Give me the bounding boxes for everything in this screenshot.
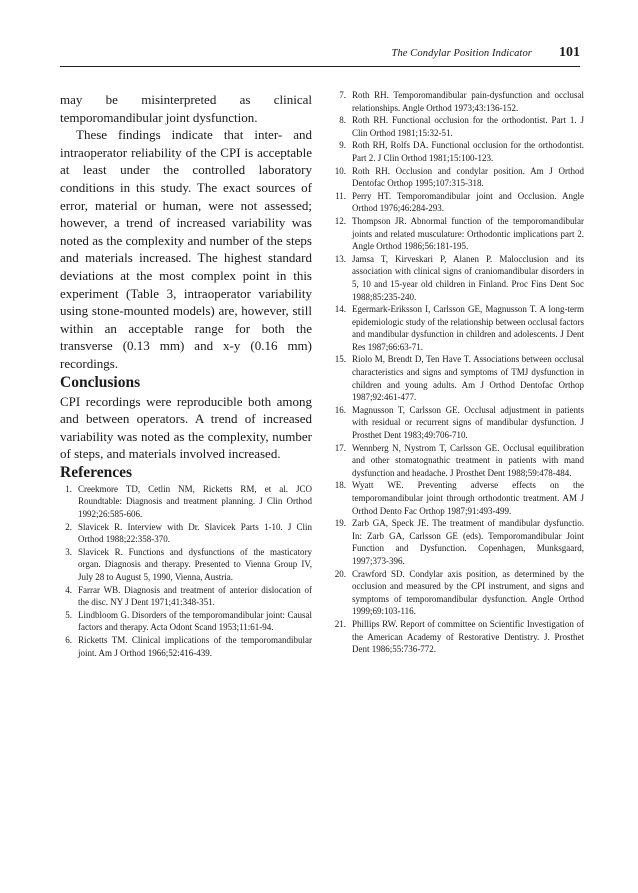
reference-number: 17. xyxy=(334,442,346,453)
body-paragraph: These findings indicate that inter- and intraoperator reliability of the CPI is acceptable at least under the controlled laboratory conditions in this study. The exact sources of error, material or human, were not assessed; however, a trend of increased variability was noted as the complexity and number of the steps and materials increased. The highest standard deviations at the most complex point in this experiment (Table 3, intraoperator variability using stone-mounted models) are, however, still within an acceptable range for both the transverse (0.13 mm) and x-y (0.16 mm) recordings. xyxy=(60,127,312,371)
reference-text: Farrar WB. Diagnosis and treatment of anterior dislocation of the disc. NY J Dent 1971;41:348-351. xyxy=(78,584,312,608)
reference-text: Ricketts TM. Clinical implications of the temporomandibular joint. Am J Orthod 1966;52:416-439. xyxy=(78,635,312,658)
reference-number: 16. xyxy=(334,404,346,415)
reference-number: 21. xyxy=(334,618,346,629)
references-heading: References xyxy=(60,463,133,481)
reference-item xyxy=(330,479,584,517)
reference-text: Phillips RW. Report of committee on Scientific Investigation of the American Academy of Restorative Dentistry. J. Prosthet Dent 1986;55:736-772. xyxy=(352,618,584,655)
reference-text: Riolo M, Brendt D, Ten Have T. Associations between occlusal characteristics and signs and symptoms of TMJ dysfunction in children and young adults. Am J Orthod Dentofac Orthop 1987;92:461-477. xyxy=(352,354,584,403)
reference-number: 9. xyxy=(339,140,346,151)
reference-text: Slavicek R. Interview with Dr. Slavicek Parts 1-10. J Clin Orthod 1988;22:358-370. xyxy=(78,521,312,545)
references-list-right xyxy=(330,89,584,656)
reference-number: 5. xyxy=(65,609,72,620)
reference-text: Jamsa T, Kirveskari P, Alanen P. Malocclusion and its association with clinical signs of craniomandibular disorders in 5, 10 and 15-year old children in Finland. Proc Fins Dent Soc 1988;85:235-240. xyxy=(352,253,584,302)
reference-number: 3. xyxy=(65,546,72,557)
reference-text: Roth RH. Occlusion and condylar position. Am J Orthod Dentofac Orthop 1995;107:315-318. xyxy=(352,165,584,189)
reference-item xyxy=(60,546,312,584)
reference-item xyxy=(330,139,584,164)
running-title: The Condylar Position Indicator xyxy=(391,48,532,59)
reference-text: Wennberg N, Nystrom T, Carlsson GE. Occlusal equilibration and other stomatognathic treatment in patients with mand dysfunction and headache. J Prosthet Dent 1988;59:478-484. xyxy=(352,442,584,478)
reference-item xyxy=(330,253,584,303)
reference-text: Roth RH. Temporomandibular pain-dysfunction and occlusal relationships. Angle Orthod 1973;43:136-152. xyxy=(352,90,584,113)
reference-item xyxy=(330,114,584,139)
reference-item xyxy=(330,568,584,618)
reference-number: 20. xyxy=(334,568,346,579)
reference-number: 14. xyxy=(334,304,346,315)
reference-number: 4. xyxy=(65,584,72,595)
reference-number: 2. xyxy=(65,521,72,532)
reference-number: 10. xyxy=(334,165,346,176)
reference-number: 13. xyxy=(334,253,346,264)
reference-item xyxy=(330,618,584,656)
reference-text: Slavicek R. Functions and dysfunctions of the masticatory organ. Diagnosis and therapy. Presented to Vienna Group IV, July 28 to August 5, 1990, Vienna, Austria. xyxy=(78,546,312,583)
reference-item xyxy=(330,89,584,114)
reference-text: Lindbloom G. Disorders of the temporomandibular joint: Causal factors and therapy. Acta Odont Scand 1953;11:61-94. xyxy=(78,609,312,633)
reference-number: 1. xyxy=(65,483,72,494)
reference-number: 8. xyxy=(339,115,346,126)
body-paragraph: may be misinterpreted as clinical temporomandibular joint dysfunction. xyxy=(60,92,312,125)
right-column xyxy=(330,89,584,656)
reference-text: Thompson JR. Abnormal function of the temporomandibular joints and related musculature: Orthodontic implications part 2. Angle Orthod 1986;56:181-195. xyxy=(352,215,584,252)
reference-number: 6. xyxy=(65,635,72,645)
reference-item xyxy=(330,517,584,567)
reference-item xyxy=(330,190,584,215)
reference-text: Perry HT. Temporomandibular joint and Occlusion. Angle Orthod 1976;46:284-293. xyxy=(352,190,584,214)
reference-number: 15. xyxy=(334,354,346,365)
reference-text: Crawford SD. Condylar axis position, as determined by the occlusion and measured by the CPI instrument, and signs and symptoms of temporomandibular dysfunction. Angle Orthod 1999;69:103-116. xyxy=(352,568,584,617)
reference-text: Magnusson T, Carlsson GE. Occlusal adjustment in patients with residual or recurrent signs of mandibular dysfunction. J Prosthet Dent 1983;49:706-710. xyxy=(352,404,584,441)
reference-text: Roth RH. Functional occlusion for the orthodontist. Part 1. J Clin Orthod 1981;15:32-51. xyxy=(352,115,584,138)
reference-number: 12. xyxy=(334,215,346,226)
references-list-left xyxy=(60,483,312,659)
reference-number: 11. xyxy=(335,190,346,201)
reference-item xyxy=(60,634,312,659)
reference-item xyxy=(330,404,584,442)
reference-item xyxy=(330,353,584,403)
reference-item xyxy=(330,303,584,353)
reference-item xyxy=(330,215,584,253)
reference-item xyxy=(330,442,584,480)
reference-text: Zarb GA, Speck JE. The treatment of mandibular dysfunctio. In: Zarb GA, Carlsson GE (eds). Temporomandibular Joint Function and Dysfunction. Copenhagen, Munksgaard, 1997;373-396. xyxy=(352,518,584,566)
reference-text: Wyatt WE. Preventing adverse effects on the temporomandibular joint through orthodontic treatment. AM J Orthod Dento Fac Orthop 1987;91:493-499. xyxy=(352,480,584,516)
reference-number: 7. xyxy=(339,90,346,100)
reference-text: Creekmore TD, Cetlin NM, Ricketts RM, et al. JCO Roundtable: Diagnosis and treatment planning. J Clin Orthod 1992;26:585-606. xyxy=(78,483,312,520)
left-column xyxy=(60,91,312,659)
reference-number: 18. xyxy=(334,480,346,491)
reference-item xyxy=(60,521,312,546)
conclusions-paragraph: CPI recordings were reproducible both among and between operators. A trend of increased variability was noted as the complexity, number of steps, and materials involved increased. xyxy=(60,393,312,462)
reference-item xyxy=(60,609,312,634)
page-number: 101 xyxy=(559,45,580,60)
reference-text: Egermark-Eriksson I, Carlsson GE, Magnusson T. A long-term epidemiologic study of the relationship between occlusal factors and mandibular dysfunction in children and adolescents. J Dent Res 1987;66:63-71. xyxy=(352,304,584,352)
reference-item xyxy=(60,483,312,521)
reference-number: 19. xyxy=(334,518,346,529)
reference-text: Roth RH, Rolfs DA. Functional occlusion for the orthodontist. Part 2. J Clin Orthod 1981;15:100-123. xyxy=(352,140,584,163)
page-header xyxy=(60,44,580,67)
reference-item xyxy=(60,584,312,609)
reference-item xyxy=(330,165,584,190)
conclusions-heading: Conclusions xyxy=(60,373,141,391)
